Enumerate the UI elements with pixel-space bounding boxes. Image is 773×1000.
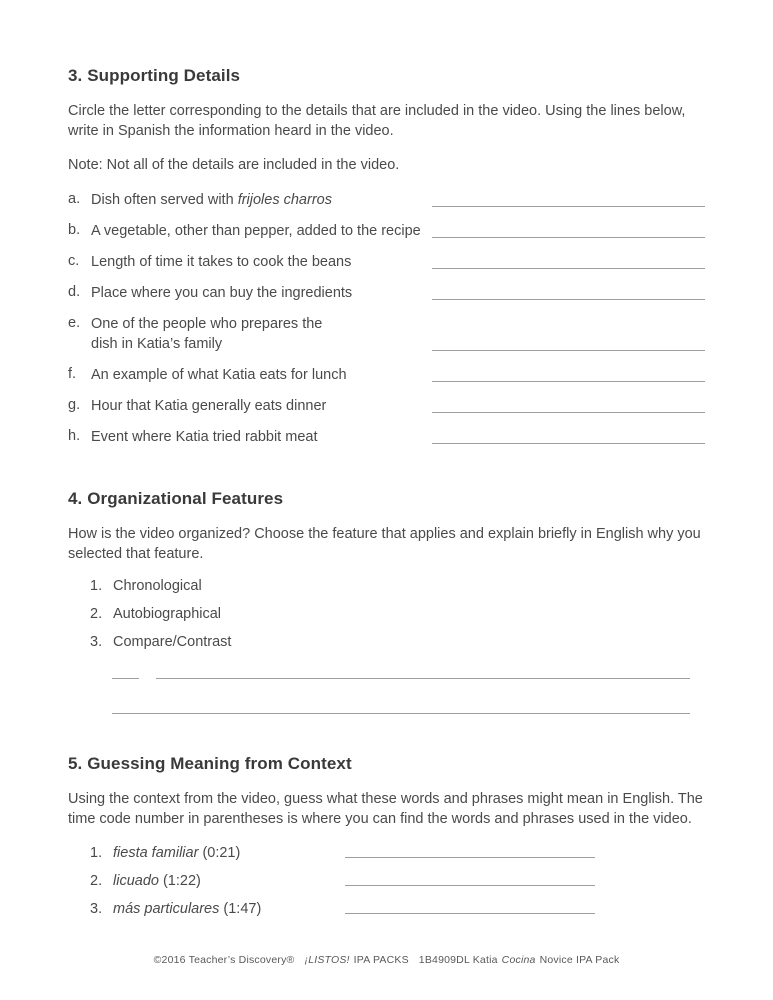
answer-line [345, 913, 595, 914]
footer-series-title: ¡LISTOS! [304, 954, 350, 966]
item-text: Hour that Katia generally eats dinner [91, 397, 327, 414]
answer-line [432, 381, 705, 382]
context-row-1 [90, 845, 705, 861]
detail-row-a [68, 191, 705, 210]
item-letter: a. [68, 190, 81, 207]
option-label: Autobiographical [113, 605, 222, 622]
item-letter: e. [68, 315, 81, 332]
page-footer [0, 954, 773, 966]
explanation-line-2 [112, 713, 690, 714]
section4-intro: How is the video organized? Choose the feature that applies and explain briefly in English why you selected that feature. [68, 526, 701, 563]
section5-intro: Using the context from the video, guess what these words and phrases might mean in English. The time code number in parentheses is where you can find the words and phrases used in the video. [68, 790, 703, 827]
answer-line [432, 350, 705, 351]
footer-copyright: ©2016 Teacher’s Discovery® [153, 954, 295, 966]
answer-line [345, 857, 595, 858]
footer-product-code: 1B4909DL Katia [418, 954, 498, 966]
answer-line [432, 206, 705, 207]
option-compare-contrast [90, 634, 705, 650]
item-text: Event where Katia tried rabbit meat [91, 428, 318, 445]
explanation-line-1 [112, 678, 690, 679]
detail-row-b [68, 222, 705, 241]
italic-term: frijoles charros [237, 191, 332, 208]
item-number: 1. [90, 845, 103, 862]
answer-line [432, 268, 705, 269]
item-term: fiesta familiar (0:21) [113, 845, 241, 862]
section-supporting-details [68, 66, 705, 447]
answer-line [345, 885, 595, 886]
item-term: licuado (1:22) [113, 873, 201, 890]
option-number: 1. [90, 577, 103, 594]
answer-line [156, 678, 690, 679]
item-letter: b. [68, 222, 81, 239]
item-text: Dish often served with frijoles charros [91, 191, 332, 208]
item-letter: g. [68, 396, 81, 413]
option-number: 3. [90, 633, 103, 650]
footer-product-rest: Novice IPA Pack [539, 954, 620, 966]
footer-series-rest: IPA PACKS [353, 954, 409, 966]
option-number: 2. [90, 605, 103, 622]
section3-heading: 3. Supporting Details [68, 66, 241, 85]
detail-row-g [68, 397, 705, 416]
item-number: 2. [90, 873, 103, 890]
item-text: Length of time it takes to cook the beans [91, 254, 352, 271]
context-row-3 [90, 901, 705, 917]
item-letter: d. [68, 284, 81, 301]
choice-blank-line [112, 678, 139, 679]
option-label: Chronological [113, 577, 202, 594]
item-text: An example of what Katia eats for lunch [91, 366, 347, 383]
detail-row-f [68, 366, 705, 385]
section4-heading: 4. Organizational Features [68, 489, 284, 509]
item-number: 3. [90, 901, 103, 918]
item-letter: h. [68, 427, 81, 444]
answer-line [432, 237, 705, 238]
option-chronological [90, 578, 705, 594]
option-label: Compare/Contrast [113, 633, 232, 650]
footer-product-italic: Cocina [501, 954, 536, 966]
detail-row-c [68, 253, 705, 272]
item-letter: c. [68, 253, 80, 270]
answer-line [432, 299, 705, 300]
item-text: A vegetable, other than pepper, added to the recipe [91, 223, 421, 240]
section3-intro: Circle the letter corresponding to the details that are included in the video. Using the lines below, write in Spanish the information heard in the video. [68, 103, 686, 140]
detail-row-h [68, 428, 705, 447]
context-row-2 [90, 873, 705, 889]
item-term: más particulares (1:47) [113, 901, 262, 918]
detail-row-e [68, 315, 705, 353]
section-guessing-meaning [68, 754, 705, 918]
answer-line [432, 412, 705, 413]
section3-note: Note: Not all of the details are included in the video. [68, 156, 400, 173]
answer-line [432, 443, 705, 444]
item-text: Place where you can buy the ingredients [91, 285, 353, 302]
detail-row-d [68, 284, 705, 303]
section-organizational-features [68, 489, 705, 714]
section5-heading: 5. Guessing Meaning from Context [68, 753, 352, 773]
option-autobiographical [90, 606, 705, 622]
item-text: One of the people who prepares the dish in Katia’s family [91, 316, 323, 352]
item-letter: f. [68, 365, 77, 382]
